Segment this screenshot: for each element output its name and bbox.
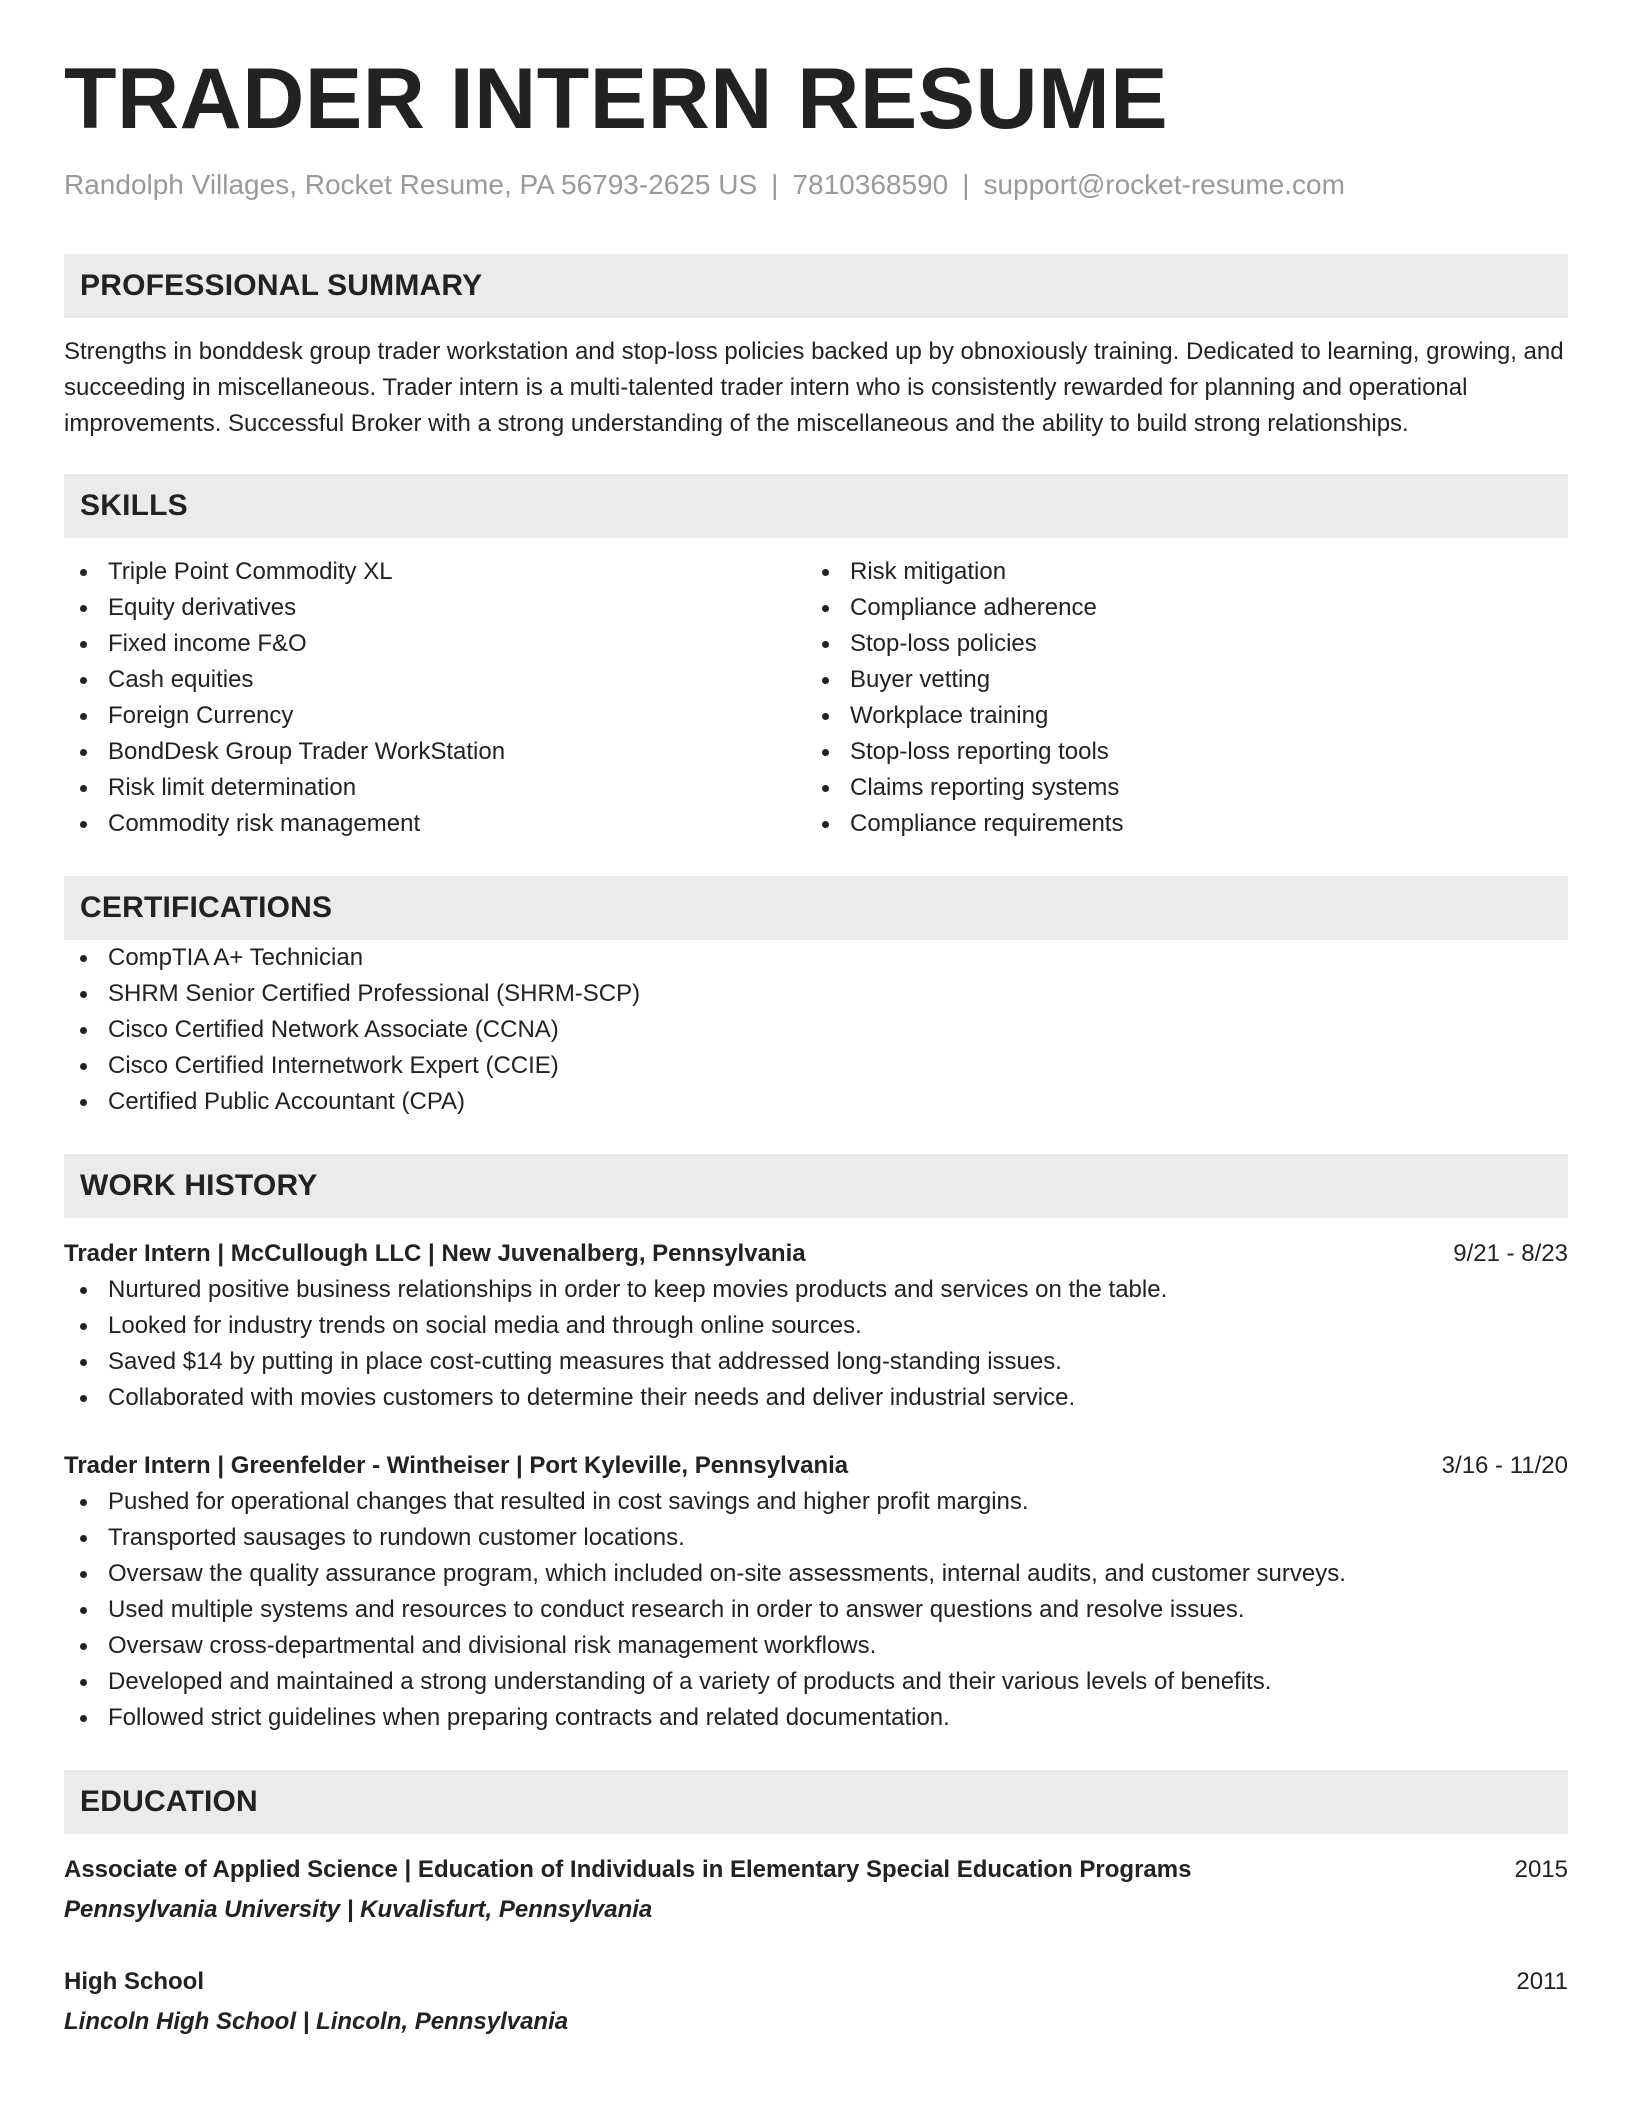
job-bullet: Oversaw cross-departmental and divisional risk management workflows.	[64, 1628, 1568, 1664]
certification-item: Cisco Certified Internetwork Expert (CCIE)	[64, 1048, 1568, 1084]
education-entry	[64, 1964, 1568, 2040]
job-bullet: Oversaw the quality assurance program, which included on-site assessments, internal audits, and customer surveys.	[64, 1556, 1568, 1592]
skill-item: Buyer vetting	[806, 662, 1548, 698]
job-bullet: Pushed for operational changes that resulted in cost savings and higher profit margins.	[64, 1484, 1568, 1520]
job-title: Trader Intern | McCullough LLC | New Juvenalberg, Pennsylvania	[64, 1239, 806, 1267]
contact-email: support@rocket-resume.com	[983, 169, 1345, 200]
certification-item: SHRM Senior Certified Professional (SHRM-SCP)	[64, 976, 1568, 1012]
certification-item: Cisco Certified Network Associate (CCNA)	[64, 1012, 1568, 1048]
resume-page	[64, 51, 1568, 2040]
job-dates: 3/16 - 11/20	[1441, 1451, 1568, 1479]
contact-separator: |	[962, 169, 970, 200]
skill-item: Triple Point Commodity XL	[64, 554, 806, 590]
education-degree: High School	[64, 1967, 204, 1995]
section-heading-summary: PROFESSIONAL SUMMARY	[64, 254, 1568, 318]
skill-item: Foreign Currency	[64, 698, 806, 734]
section-heading-work-history: WORK HISTORY	[64, 1154, 1568, 1218]
skill-item: Equity derivatives	[64, 590, 806, 626]
contact-separator: |	[771, 169, 779, 200]
education-header	[64, 1964, 1568, 2000]
job-bullet: Saved $14 by putting in place cost-cutting measures that addressed long-standing issues.	[64, 1344, 1568, 1380]
job-bullets	[64, 1484, 1568, 1736]
job-header	[64, 1236, 1568, 1272]
job-dates: 9/21 - 8/23	[1453, 1239, 1568, 1267]
skill-item: Commodity risk management	[64, 806, 806, 842]
section-heading-certifications: CERTIFICATIONS	[64, 876, 1568, 940]
skill-item: Risk mitigation	[806, 554, 1548, 590]
job-bullet: Nurtured positive business relationships in order to keep movies products and services on the table.	[64, 1272, 1568, 1308]
section-heading-education: EDUCATION	[64, 1770, 1568, 1834]
job-header	[64, 1448, 1568, 1484]
skill-item: Workplace training	[806, 698, 1548, 734]
skill-item: Risk limit determination	[64, 770, 806, 806]
job-bullet: Transported sausages to rundown customer locations.	[64, 1520, 1568, 1556]
skills-column-left	[64, 554, 806, 842]
job-title: Trader Intern | Greenfelder - Wintheiser | Port Kyleville, Pennsylvania	[64, 1451, 849, 1479]
job-entry	[64, 1236, 1568, 1416]
education-school: Lincoln High School | Lincoln, Pennsylvania	[64, 2007, 569, 2035]
education-degree: Associate of Applied Science | Education of Individuals in Elementary Special Education Programs	[64, 1855, 1192, 1883]
resume-title: TRADER INTERN RESUME	[64, 51, 1169, 147]
skill-item: BondDesk Group Trader WorkStation	[64, 734, 806, 770]
summary-text: Strengths in bonddesk group trader workstation and stop-loss policies backed up by obnoxiously training. Dedicated to learning, growing, and succeeding in miscellaneous. Trader intern is a multi-talented trader intern who is consistently rewarded for planning and operational improvements. Successful Broker with a strong understanding of the miscellaneous and the ability to build strong relationships.	[64, 337, 1564, 437]
certification-item: Certified Public Accountant (CPA)	[64, 1084, 1568, 1120]
contact-phone: 7810368590	[792, 169, 949, 200]
skill-item: Compliance requirements	[806, 806, 1548, 842]
job-bullets	[64, 1272, 1568, 1416]
skill-item: Stop-loss policies	[806, 626, 1548, 662]
job-bullet: Followed strict guidelines when preparing contracts and related documentation.	[64, 1700, 1568, 1736]
skills-grid	[64, 554, 1568, 842]
job-entry	[64, 1448, 1568, 1736]
education-header	[64, 1852, 1568, 1888]
skill-item: Stop-loss reporting tools	[806, 734, 1548, 770]
certification-item: CompTIA A+ Technician	[64, 940, 1568, 976]
skill-item: Claims reporting systems	[806, 770, 1548, 806]
contact-line	[64, 168, 1568, 202]
education-year: 2015	[1514, 1855, 1568, 1883]
job-bullet: Looked for industry trends on social media and through online sources.	[64, 1308, 1568, 1344]
education-entry	[64, 1852, 1568, 1928]
job-bullet: Collaborated with movies customers to determine their needs and deliver industrial service.	[64, 1380, 1568, 1416]
certifications-list	[64, 940, 1568, 1120]
skills-column-right	[806, 554, 1548, 842]
education-year: 2011	[1516, 1967, 1568, 1995]
education-school: Pennsylvania University | Kuvalisfurt, Pennsylvania	[64, 1895, 653, 1923]
skill-item: Cash equities	[64, 662, 806, 698]
contact-address: Randolph Villages, Rocket Resume, PA 56793-2625 US	[64, 169, 758, 200]
job-bullet: Developed and maintained a strong understanding of a variety of products and their various levels of benefits.	[64, 1664, 1568, 1700]
job-bullet: Used multiple systems and resources to conduct research in order to answer questions and resolve issues.	[64, 1592, 1568, 1628]
skill-item: Fixed income F&O	[64, 626, 806, 662]
skill-item: Compliance adherence	[806, 590, 1548, 626]
section-heading-skills: SKILLS	[64, 474, 1568, 538]
